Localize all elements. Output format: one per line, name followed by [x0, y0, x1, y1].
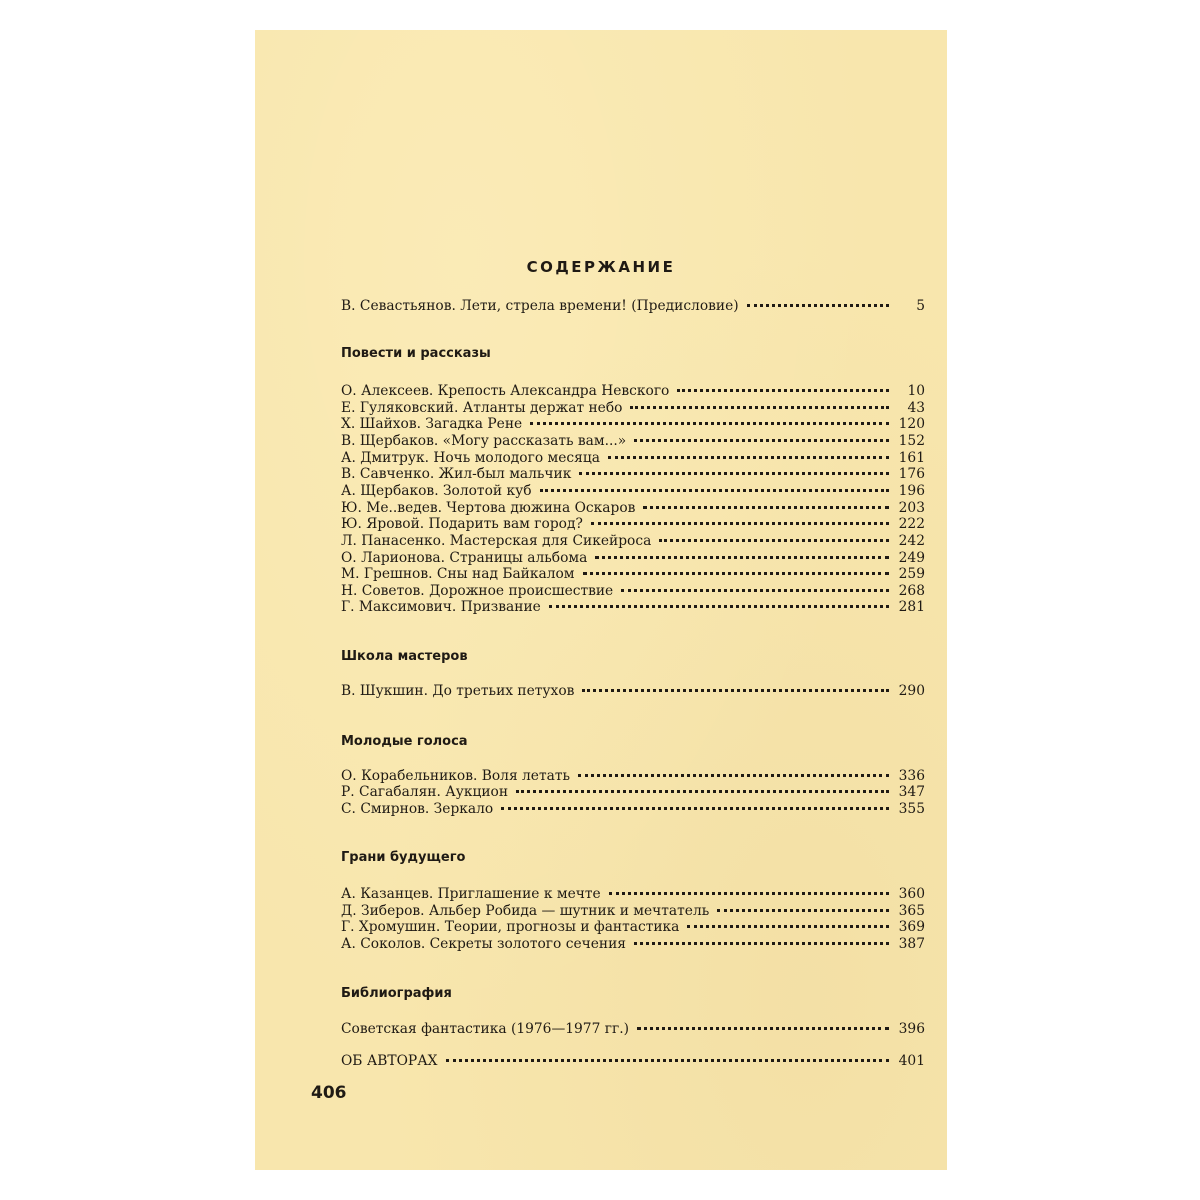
- toc-entry: [341, 768, 925, 785]
- toc-entry: [341, 566, 925, 583]
- toc-entry-title: ОБ АВТОРАХ: [341, 1053, 438, 1069]
- section-heading: Повести и рассказы: [341, 346, 491, 361]
- dot-leader: [634, 439, 889, 442]
- toc-entry-page: 360: [898, 886, 925, 902]
- toc-entry: [341, 583, 925, 600]
- toc-entry-title: В. Щербаков. «Могу рассказать вам...»: [341, 433, 627, 449]
- toc-entry-title: Е. Гуляковский. Атланты держат небо: [341, 400, 623, 416]
- toc-entry: [341, 599, 925, 616]
- toc-entry-title: Советская фантастика (1976—1977 гг.): [341, 1021, 629, 1037]
- toc-entry-page: 355: [898, 801, 925, 817]
- dot-leader: [516, 790, 889, 793]
- toc-entry: [341, 483, 925, 500]
- toc-entry-title: Ю. Яровой. Подарить вам город?: [341, 516, 583, 532]
- toc-entry-title: В. Шукшин. До третьих петухов: [341, 683, 575, 699]
- toc-entry-title: Г. Максимович. Призвание: [341, 599, 541, 615]
- dot-leader: [717, 909, 889, 912]
- dot-leader: [634, 942, 889, 945]
- toc-entry: [341, 550, 925, 567]
- toc-entry-title: Г. Хромушин. Теории, прогнозы и фантастика: [341, 919, 680, 935]
- section-heading: Грани будущего: [341, 850, 466, 865]
- dot-leader: [608, 456, 889, 459]
- toc-entry-title: В. Савченко. Жил-был мальчик: [341, 466, 572, 482]
- dot-leader: [677, 389, 889, 392]
- toc-entry-page: 10: [907, 383, 925, 399]
- toc-entry-page: 387: [898, 936, 925, 952]
- toc-entry: [341, 1021, 925, 1038]
- dot-leader: [578, 774, 889, 777]
- toc-entry-page: 347: [898, 784, 925, 800]
- toc-entry: [341, 416, 925, 433]
- toc-entry-page: 249: [898, 550, 925, 566]
- toc-entry: [341, 919, 925, 936]
- toc-entry-page: 401: [898, 1053, 925, 1069]
- toc-entry-title: М. Грешнов. Сны над Байкалом: [341, 566, 575, 582]
- toc-entry: [341, 801, 925, 818]
- toc-entry-page: 290: [898, 683, 925, 699]
- toc-entry-page: 336: [898, 768, 925, 784]
- toc-entry: [341, 433, 925, 450]
- toc-entry-page: 152: [898, 433, 925, 449]
- toc-entry-title: О. Алексеев. Крепость Александра Невского: [341, 383, 670, 399]
- dot-leader: [659, 539, 889, 542]
- toc-entry: [341, 784, 925, 801]
- dot-leader: [609, 892, 889, 895]
- toc-entry: [341, 533, 925, 550]
- dot-leader: [621, 589, 889, 592]
- toc-entry-page: 365: [898, 903, 925, 919]
- toc-entry-title: А. Казанцев. Приглашение к мечте: [341, 886, 601, 902]
- toc-entry: [341, 383, 925, 400]
- dot-leader: [687, 925, 889, 928]
- toc-entry-title: А. Соколов. Секреты золотого сечения: [341, 936, 626, 952]
- toc-entry-page: 268: [898, 583, 925, 599]
- toc-entry-page: 369: [898, 919, 925, 935]
- dot-leader: [549, 605, 889, 608]
- toc-entry-page: 5: [916, 298, 925, 314]
- toc-entry: [341, 903, 925, 920]
- toc-entry-title: Л. Панасенко. Мастерская для Сикейроса: [341, 533, 652, 549]
- toc-entry-about-authors: [341, 1053, 925, 1070]
- toc-entry-title: В. Севастьянов. Лети, стрела времени! (Предисловие): [341, 298, 739, 314]
- dot-leader: [540, 489, 889, 492]
- toc-entry-title: О. Ларионова. Страницы альбома: [341, 550, 588, 566]
- toc-entry-title: Р. Сагабалян. Аукцион: [341, 784, 509, 800]
- dot-leader: [591, 522, 889, 525]
- toc-entry-page: 43: [907, 400, 925, 416]
- section-heading: Библиография: [341, 986, 452, 1001]
- toc-entry-page: 222: [898, 516, 925, 532]
- dot-leader: [446, 1059, 890, 1062]
- toc-entry-title: Н. Советов. Дорожное происшествие: [341, 583, 614, 599]
- toc-entry: [341, 683, 925, 700]
- dot-leader: [595, 556, 889, 559]
- toc-entry-page: 396: [898, 1021, 925, 1037]
- toc-entry-page: 196: [898, 483, 925, 499]
- toc-entry: [341, 936, 925, 953]
- dot-leader: [583, 572, 889, 575]
- dot-leader: [579, 472, 889, 475]
- toc-entry: [341, 500, 925, 517]
- toc-entry: [341, 450, 925, 467]
- toc-entry-title: А. Щербаков. Золотой куб: [341, 483, 532, 499]
- toc-entry-title: Х. Шайхов. Загадка Рене: [341, 416, 523, 432]
- toc-entry-title: А. Дмитрук. Ночь молодого месяца: [341, 450, 600, 466]
- toc-entry-page: 281: [898, 599, 925, 615]
- dot-leader: [530, 422, 889, 425]
- dot-leader: [630, 406, 889, 409]
- toc-entry-preface: [341, 298, 925, 315]
- dot-leader: [643, 506, 889, 509]
- toc-entry-title: Д. Зиберов. Альбер Робида — шутник и мечтатель: [341, 903, 710, 919]
- toc-heading: СОДЕРЖАНИЕ: [526, 258, 676, 276]
- toc-entry: [341, 886, 925, 903]
- toc-entry: [341, 516, 925, 533]
- dot-leader: [501, 807, 889, 810]
- toc-entry-page: 203: [898, 500, 925, 516]
- section-heading: Школа мастеров: [341, 649, 468, 664]
- toc-entry-page: 120: [898, 416, 925, 432]
- toc-entry: [341, 400, 925, 417]
- dot-leader: [637, 1027, 889, 1030]
- toc-entry-page: 242: [898, 533, 925, 549]
- toc-entry-page: 176: [898, 466, 925, 482]
- toc-entry-title: С. Смирнов. Зеркало: [341, 801, 494, 817]
- toc-entry-title: О. Корабельников. Воля летать: [341, 768, 570, 784]
- dot-leader: [582, 689, 889, 692]
- toc-entry-page: 161: [898, 450, 925, 466]
- toc-entry-title: Ю. Ме..ведев. Чертова дюжина Оскаров: [341, 500, 636, 516]
- dot-leader: [747, 304, 889, 307]
- toc-entry-page: 259: [898, 566, 925, 582]
- toc-entry: [341, 466, 925, 483]
- page-number: 406: [311, 1083, 347, 1103]
- section-heading: Молодые голоса: [341, 734, 468, 749]
- book-page: [255, 30, 947, 1170]
